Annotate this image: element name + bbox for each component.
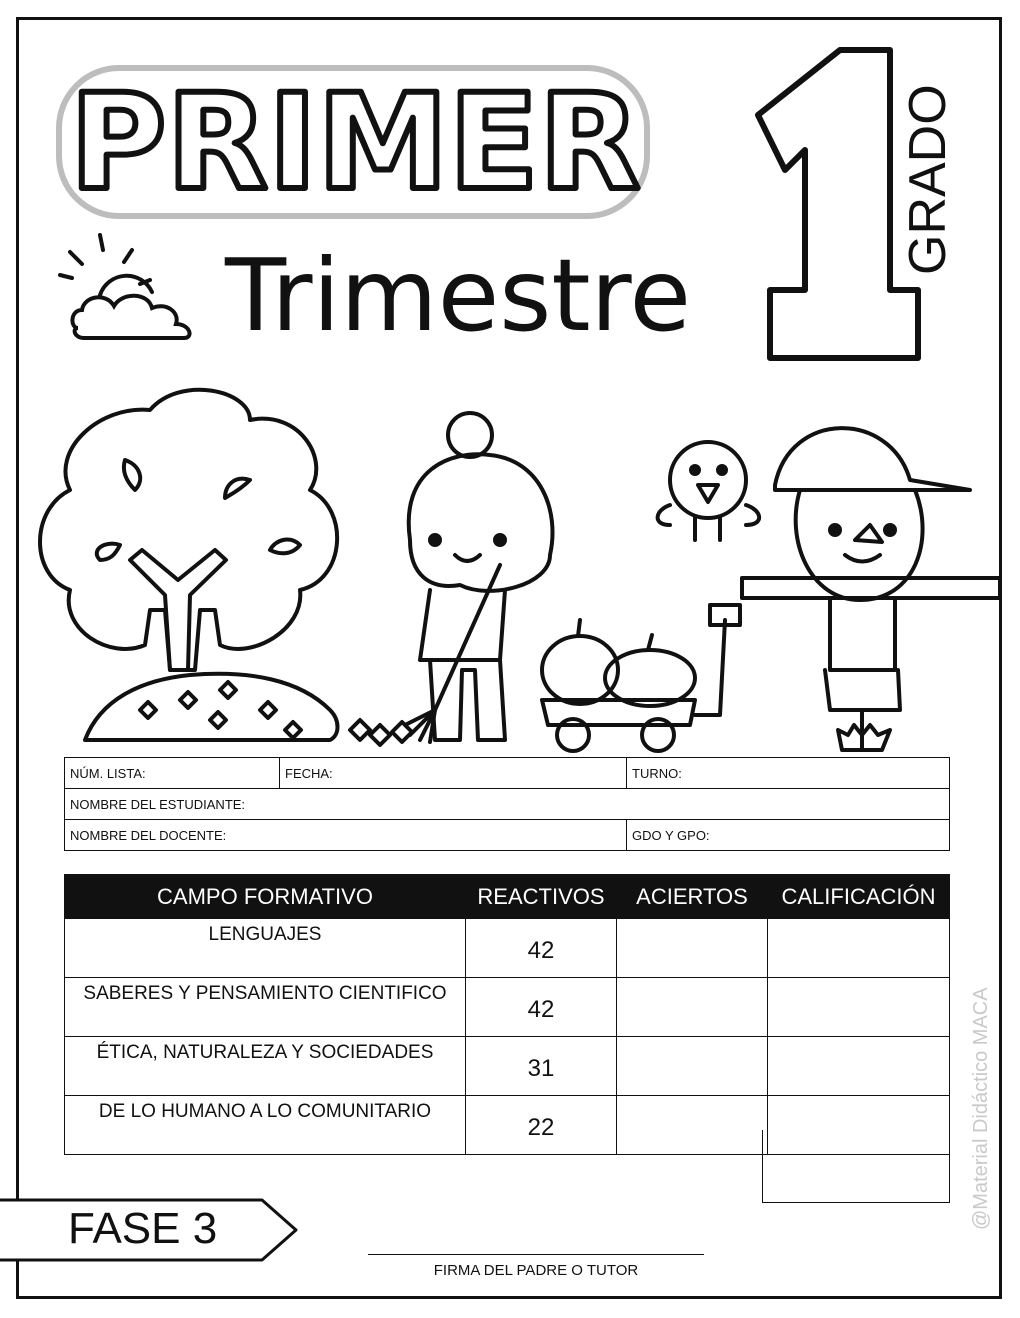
- calificacion-cell[interactable]: [768, 1037, 950, 1096]
- title-primer: [55, 60, 655, 220]
- turno-field[interactable]: TURNO:: [627, 758, 950, 789]
- calificacion-cell[interactable]: [768, 978, 950, 1037]
- campo-cell: DE LO HUMANO A LO COMUNITARIO: [65, 1096, 466, 1155]
- campo-cell: SABERES Y PENSAMIENTO CIENTIFICO: [65, 978, 466, 1037]
- teacher-name-field[interactable]: NOMBRE DEL DOCENTE:: [65, 820, 627, 851]
- header-reactivos: REACTIVOS: [466, 875, 617, 919]
- student-info-table: [64, 757, 950, 851]
- fecha-field[interactable]: FECHA:: [280, 758, 627, 789]
- wagon-pumpkins-icon: [542, 605, 740, 751]
- reactivos-cell: 42: [466, 978, 617, 1037]
- score-table: [64, 874, 950, 1155]
- campo-cell: LENGUAJES: [65, 919, 466, 978]
- girl-with-rake-icon: [350, 413, 553, 745]
- bird-icon: [658, 442, 760, 540]
- signature-line[interactable]: [368, 1254, 704, 1255]
- student-name-field[interactable]: NOMBRE DEL ESTUDIANTE:: [65, 789, 950, 820]
- autumn-illustration: [30, 380, 1010, 760]
- scarecrow-icon: [742, 428, 1000, 750]
- reactivos-cell: 31: [466, 1037, 617, 1096]
- sun-cloud-icon: [60, 235, 190, 338]
- signature-label: FIRMA DEL PADRE O TUTOR: [433, 1262, 639, 1279]
- aciertos-cell[interactable]: [617, 919, 768, 978]
- table-row: [65, 978, 950, 1037]
- table-row: [65, 1037, 950, 1096]
- title-primer-text: PRIMER: [69, 66, 641, 220]
- svg-text:GRADO: GRADO: [899, 84, 957, 275]
- total-grade-box[interactable]: [762, 1130, 950, 1203]
- calificacion-cell[interactable]: [768, 919, 950, 978]
- aciertos-cell[interactable]: [617, 978, 768, 1037]
- reactivos-cell: 42: [466, 919, 617, 978]
- subtitle-trimestre: [40, 220, 730, 350]
- table-row: [65, 919, 950, 978]
- num-lista-field[interactable]: NÚM. LISTA:: [65, 758, 280, 789]
- fase-label: FASE 3: [68, 1204, 218, 1253]
- tree-icon: [40, 390, 338, 740]
- header-aciertos: ACIERTOS: [617, 875, 768, 919]
- campo-cell: ÉTICA, NATURALEZA Y SOCIEDADES: [65, 1037, 466, 1096]
- watermark: @Material Didáctico MACA: [970, 987, 992, 1230]
- aciertos-cell[interactable]: [617, 1096, 768, 1155]
- grade-group-field[interactable]: GDO Y GPO:: [627, 820, 950, 851]
- reactivos-cell: 22: [466, 1096, 617, 1155]
- header-calificacion: CALIFICACIÓN: [768, 875, 950, 919]
- header-campo: CAMPO FORMATIVO: [65, 875, 466, 919]
- grade-label: [890, 60, 960, 280]
- aciertos-cell[interactable]: [617, 1037, 768, 1096]
- svg-text:Trimestre: Trimestre: [225, 237, 691, 350]
